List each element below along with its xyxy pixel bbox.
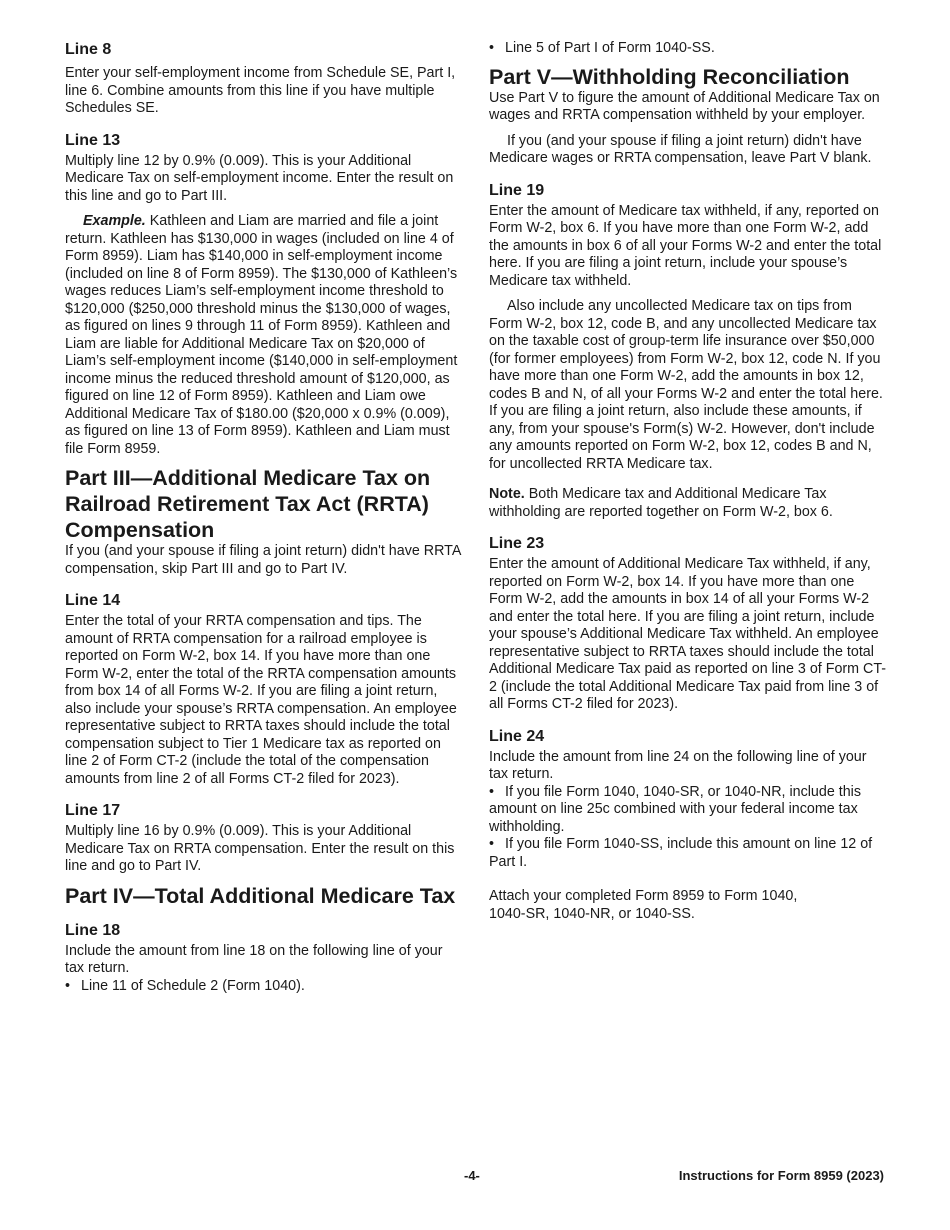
- line-19-text-2: Also include any uncollected Medicare tax on tips from Form W-2, box 12, code B, and any uncollected Medicare tax on the taxable cost of group-term life insurance over $50,000 (for former employees) from Form W-2, box 12, code N. If you have more than one Form W-2, add the amounts in box 12, codes B and N, of all your Forms W-2 and enter the total here. If you are filing a joint return, also include these amounts, if any, from your spouse's Form(s) W-2. However, don't include any amounts reported on Form W-2, box 12, codes B and N, for uncollected RRTA Medicare tax.: [489, 298, 883, 472]
- part-4-heading: Part IV—Total Additional Medicare Tax: [65, 883, 456, 908]
- line-17-text: Multiply line 16 by 0.9% (0.009). This is your Additional Medicare Tax on RRTA compensation. Enter the result on this line and go to Part IV.: [65, 823, 455, 874]
- note-label: Note.: [489, 486, 525, 502]
- page-number: -4-: [464, 1168, 480, 1183]
- line-8-text: Enter your self-employment income from Schedule SE, Part I, line 6. Combine amounts from this line if you have multiple Schedules SE.: [65, 65, 456, 116]
- line-24-bullet-1: • If you file Form 1040, 1040-SR, or 1040-NR, include this amount on line 25c combined with your federal income tax withholding.: [489, 783, 862, 835]
- example-paragraph: [65, 213, 465, 458]
- left-column: [65, 40, 465, 995]
- attach-line-2: 1040-SR, 1040-NR, or 1040-SS.: [489, 905, 695, 922]
- line-23-heading: Line 23: [489, 535, 545, 552]
- line-24-bullet-2: • If you file Form 1040-SS, include this amount on line 12 of Part I.: [489, 836, 873, 870]
- bullet-icon: •: [489, 783, 495, 800]
- part-3-heading: Part III—Additional Medicare Tax on Railroad Retirement Tax Act (RRTA) Compensation: [65, 466, 431, 542]
- form-reference: Instructions for Form 8959 (2023): [678, 1168, 884, 1183]
- line-13-heading: Line 13: [65, 131, 121, 149]
- part-5-top-bullet: • Line 5 of Part I of Form 1040-SS.: [489, 40, 715, 56]
- line-14-text: Enter the total of your RRTA compensation and tips. The amount of RRTA compensation for a railroad employee is reported on Form W-2, box 14. If you have more than one Form W-2, enter the total of the RRTA compensation amounts from box 14 of all Forms W-2. If you are filing a joint return, also include your spouse’s RRTA compensation. An employee representative subject to RRTA taxes should include the total compensation subject to Tier 1 Medicare tax as reported on line 2 of Form CT-2 (include the total of the compensation amounts from line 2 of all Forms CT-2 filed for 2023).: [65, 613, 457, 787]
- part-3-text: If you (and your spouse if filing a joint return) didn't have RRTA compensation, skip Part III and go to Part IV.: [65, 543, 461, 577]
- attach-line-1: Attach your completed Form 8959 to Form 1040,: [489, 888, 798, 904]
- line-24-text: Include the amount from line 24 on the following line of your tax return.: [489, 748, 867, 782]
- bullet-icon: •: [489, 40, 495, 56]
- part-5-text-2: If you (and your spouse if filing a joint return) didn't have Medicare wages or RRTA compensation, leave Part V blank.: [489, 132, 872, 166]
- example-label: Example.: [83, 213, 146, 229]
- line-23-text: Enter the amount of Additional Medicare Tax withheld, if any, reported on Form W-2, box 14. If you have more than one Form W-2, add the amounts in box 14 of all your Forms W-2 and enter the total here. If you are filing a joint return, include your spouse’s Additional Medicare Tax withheld. An employee representative subject to RRTA taxes should include the total Additional Medicare Tax paid as reported on line 3 of Form CT-2 (include the total Additional Medicare Tax paid from line 3 of all Forms CT-2 filed for 2023).: [489, 556, 887, 712]
- line-19-text: Enter the amount of Medicare tax withheld, if any, reported on Form W-2, box 6. If you have more than one Form W-2, add the amounts in box 6 of all your Forms W-2 and enter the total here. If you are filing a joint return, include your spouse’s Medicare tax withheld.: [489, 202, 882, 289]
- example-text: Kathleen and Liam are married and file a joint return. Kathleen has $130,000 in wages (included on line 4 of Form 8959). Liam has $140,000 in self-employment income (included on line 8 of Form 8959). The $130,000 of Kathleen’s wages reduces Liam’s self-employment income threshold to $120,000 ($250,000 threshold minus the $130,000 of wages, as figured on lines 9 through 11 of Form 8959). Kathleen and Liam are liable for Additional Medicare Tax on $20,000 of Liam’s self-employment income ($140,000 in self-employment income minus the reduced threshold amount of $120,000, as figured on line 12 of Form 8959). Kathleen and Liam owe Additional Medicare Tax of $180.00 ($20,000 x 0.9% (0.009), as figured on line 13 of Form 8959). Kathleen and Liam must file Form 8959.: [65, 213, 458, 457]
- bullet-icon: •: [489, 836, 495, 852]
- line-14-heading: Line 14: [65, 592, 121, 609]
- note-paragraph: [489, 486, 889, 521]
- line-8-heading: Line 8: [65, 41, 112, 58]
- bullet-icon: •: [65, 977, 71, 994]
- line-18-text: Include the amount from line 18 on the following line of your tax return.: [65, 942, 443, 976]
- line-18-bullet: • Line 11 of Schedule 2 (Form 1040).: [65, 977, 305, 994]
- line-24-heading: Line 24: [489, 727, 545, 745]
- note-text: Both Medicare tax and Additional Medicare Tax withholding are reported together on Form W-2, box 6.: [489, 486, 833, 520]
- part-5-heading: Part V—Withholding Reconciliation: [489, 64, 850, 89]
- part-5-text: Use Part V to figure the amount of Additional Medicare Tax on wages and RRTA compensation withheld by your employer.: [489, 89, 880, 123]
- line-19-heading: Line 19: [489, 181, 545, 199]
- right-column: [489, 40, 889, 923]
- line-18-heading: Line 18: [65, 921, 121, 939]
- line-13-text: Multiply line 12 by 0.9% (0.009). This is your Additional Medicare Tax on self-employment income. Enter the result on this line and go to Part III.: [65, 152, 454, 204]
- line-17-heading: Line 17: [65, 802, 121, 819]
